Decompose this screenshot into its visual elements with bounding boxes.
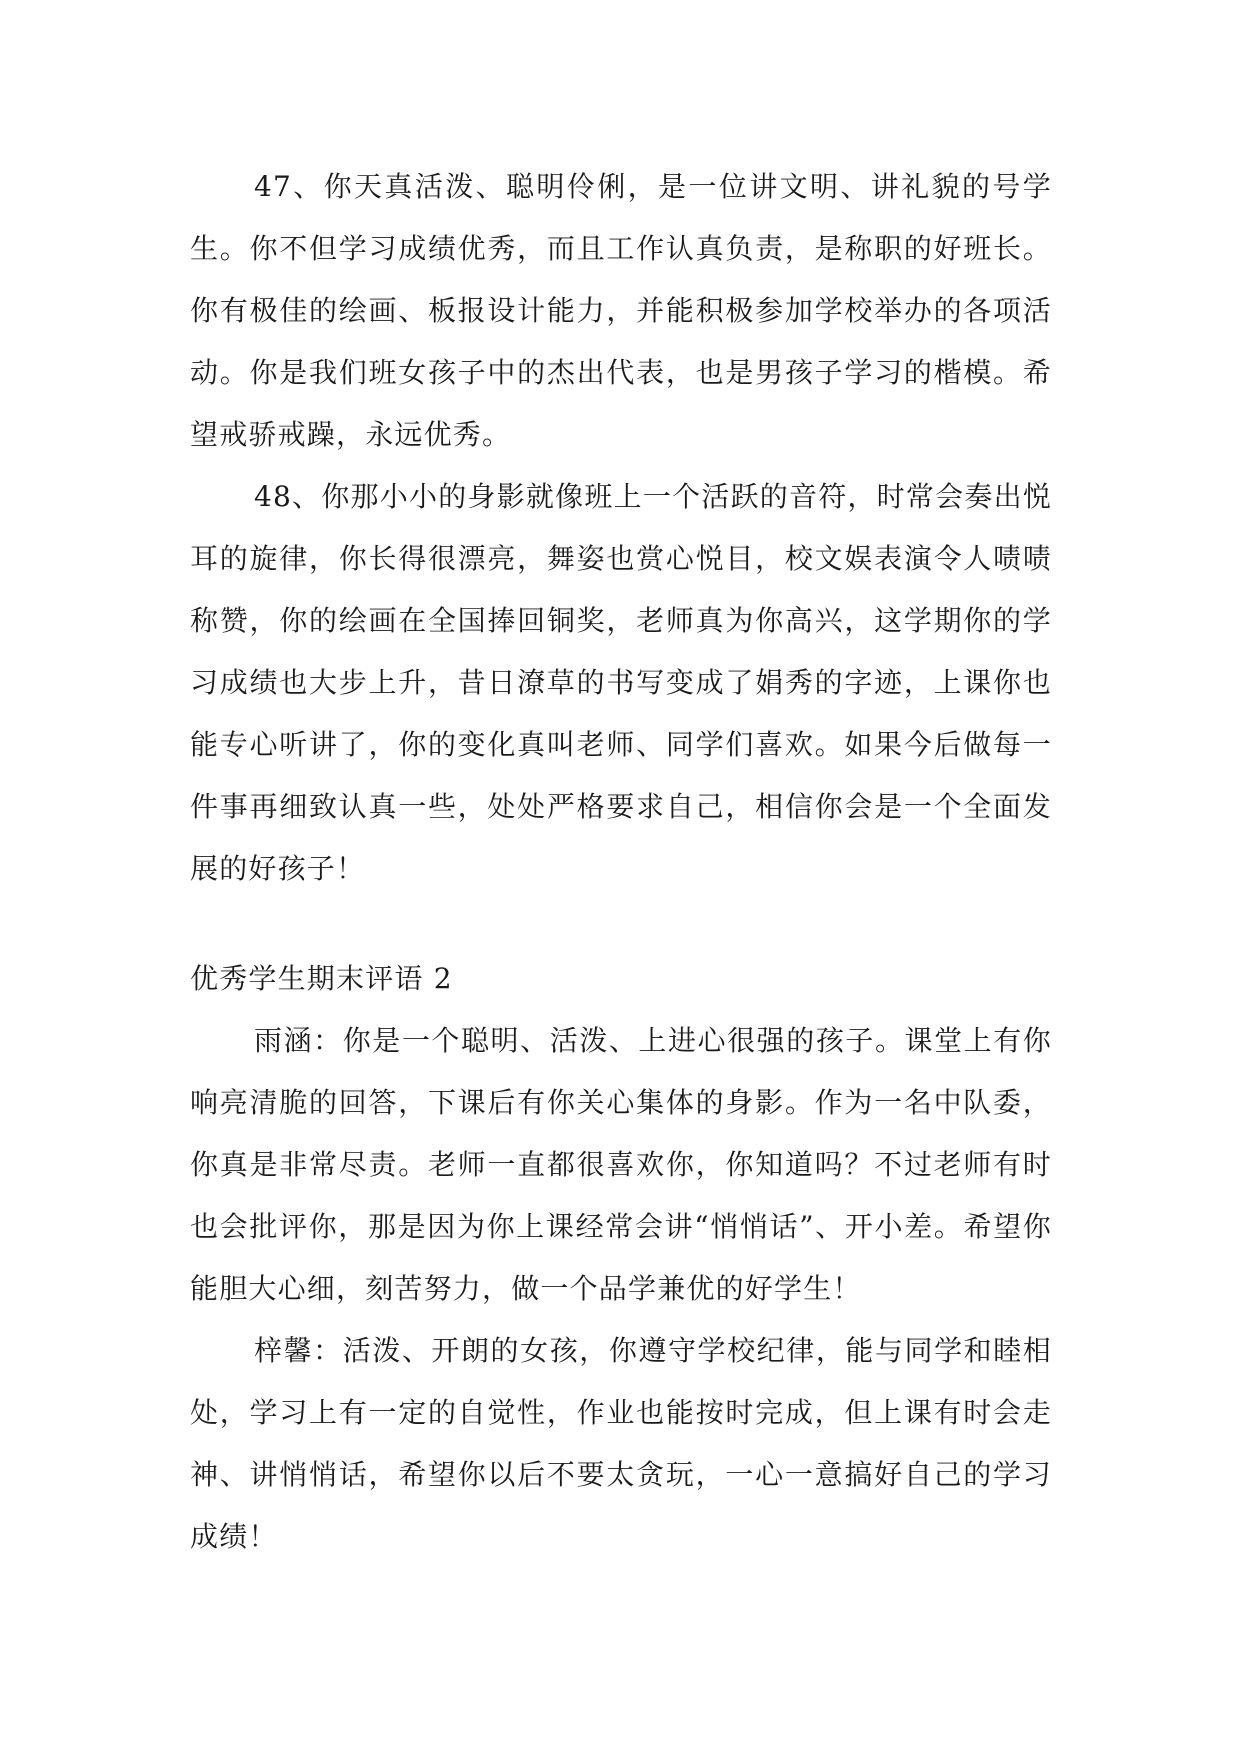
comment-48: 48、你那小小的身影就像班上一个活跃的音符，时常会奏出悦耳的旋律，你长得很漂亮，舞姿也赏心悦目，校文娱表演令人啧啧称赞，你的绘画在全国捧回铜奖，老师真为你高兴，这学期你的学习成绩也大步上升，昔日潦草的书写变成了娟秀的字迹，上课你也能专心听讲了，你的变化真叫老师、同学们喜欢。如果今后做每一件事再细致认真一些，处处严格要求自己，相信你会是一个全面发展的好孩子！ [190,480,1052,885]
comment-yuhan: 雨涵：你是一个聪明、活泼、上进心很强的孩子。课堂上有你响亮清脆的回答，下课后有你关心集体的身影。作为一名中队委，你真是非常尽责。老师一直都很喜欢你，你知道吗？不过老师有时也会批评你，那是因为你上课经常会讲“悄悄话”、开小差。希望你能胆大心细，刻苦努力，做一个品学兼优的好学生！ [190,1024,1052,1305]
comment-47: 47、你天真活泼、聪明伶俐，是一位讲文明、讲礼貌的号学生。你不但学习成绩优秀，而且工作认真负责，是称职的好班长。你有极佳的绘画、板报设计能力，并能积极参加学校举办的各项活动。你是我们班女孩子中的杰出代表，也是男孩子学习的楷模。希望戒骄戒躁，永远优秀。 [190,170,1052,451]
section-heading: 优秀学生期末评语 2 [190,962,453,995]
comment-zixin: 梓馨：活泼、开朗的女孩，你遵守学校纪律，能与同学和睦相处，学习上有一定的自觉性，作业也能按时完成，但上课有时会走神、讲悄悄话，希望你以后不要太贪玩，一心一意搞好自己的学习成绩！ [190,1334,1052,1553]
comments-section-one [190,156,1052,900]
comments-section-two [190,948,1052,1568]
